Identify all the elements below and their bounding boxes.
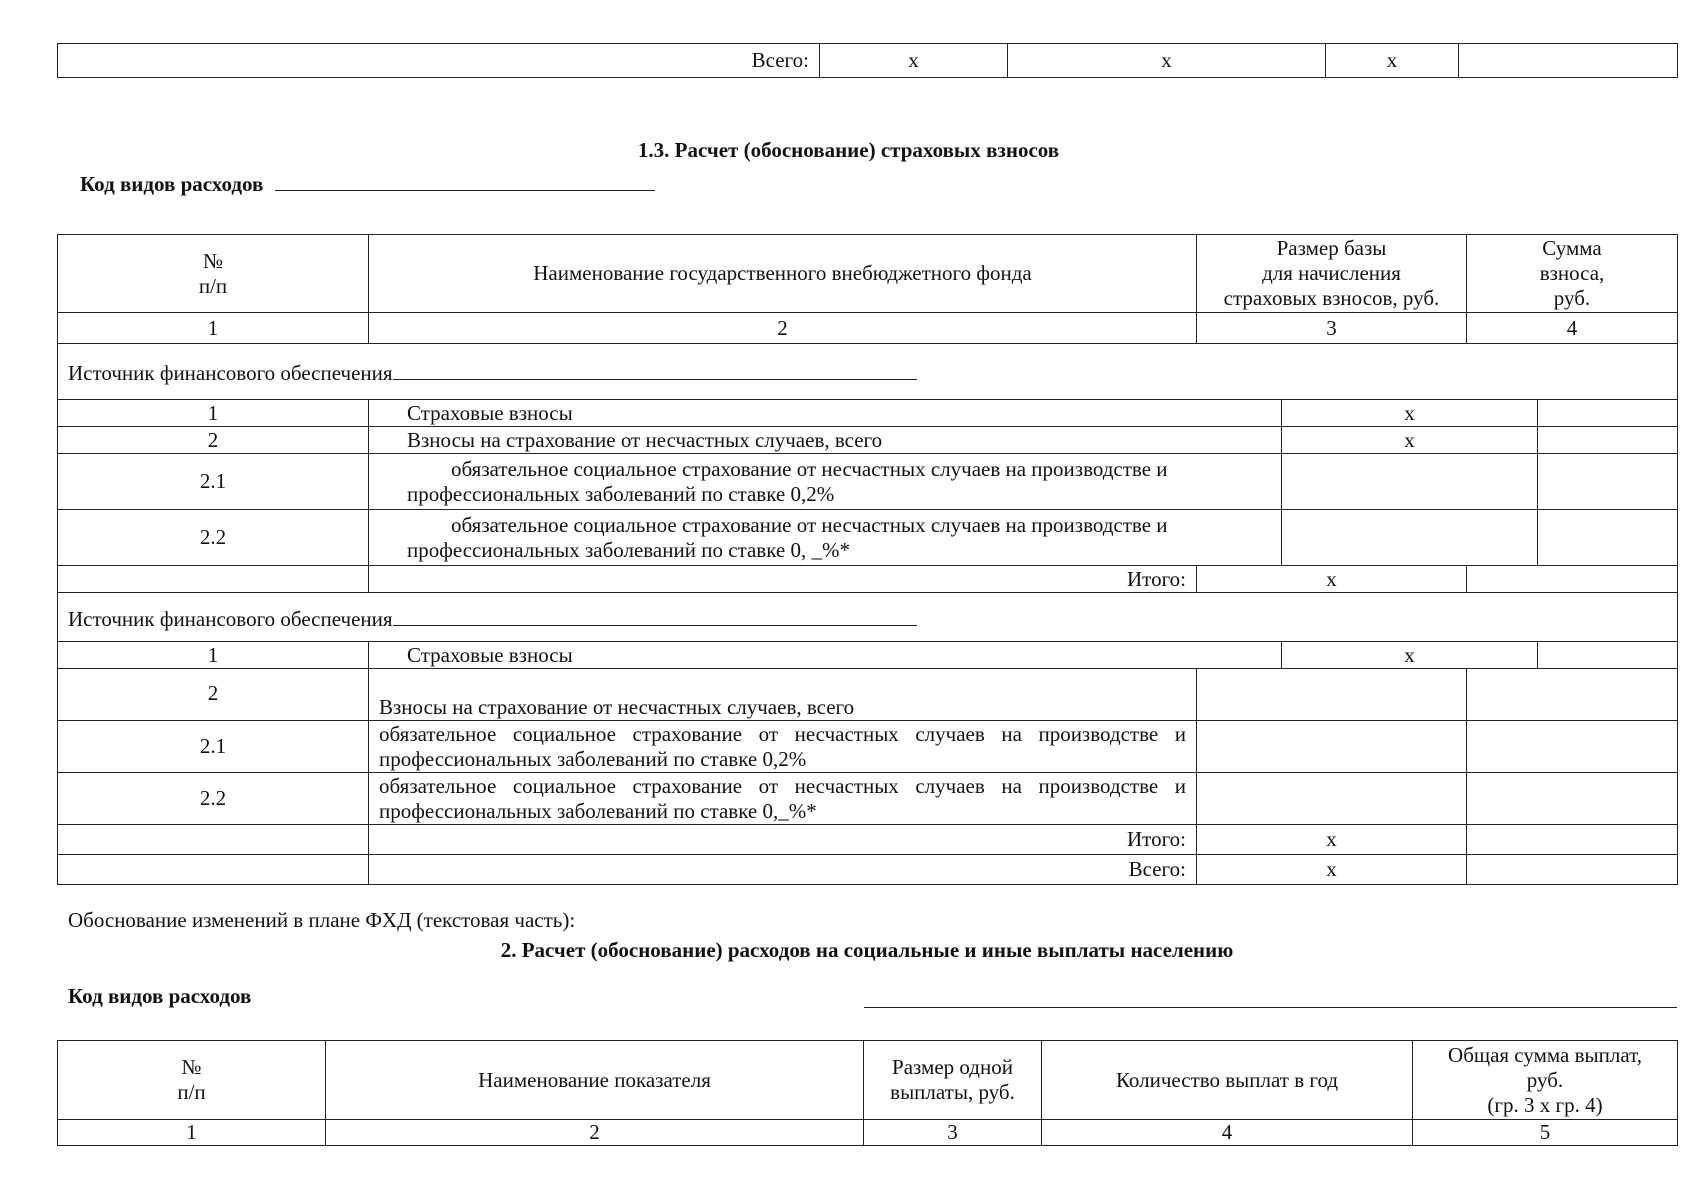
source-underline[interactable]	[393, 603, 917, 626]
row-num: 1	[58, 400, 369, 427]
header-num: № п/п	[58, 235, 369, 313]
row-base: x	[1282, 427, 1538, 454]
section-2-title: 2. Расчет (обоснование) расходов на социальные и иные выплаты населению	[500, 938, 1234, 962]
insurance-header-table	[57, 234, 1678, 400]
top-total-label: Всего:	[58, 44, 820, 78]
col-number: 1	[58, 313, 369, 344]
top-x-cell: x	[1008, 44, 1326, 78]
source-row	[58, 344, 1678, 400]
pay-header-size: Размер одной выплаты, руб.	[864, 1041, 1042, 1120]
row-sum	[1467, 721, 1678, 773]
insurance-block2-table	[57, 668, 1678, 885]
empty-cell	[58, 855, 369, 885]
row-num: 2.1	[58, 721, 369, 773]
pay-header-name: Наименование показателя	[326, 1041, 864, 1120]
subtotal-base: x	[1197, 566, 1467, 593]
row-base	[1197, 773, 1467, 825]
row-num: 2	[58, 427, 369, 454]
row-name: Взносы на страхование от несчастных случаев, всего	[369, 427, 1282, 454]
row-sum	[1467, 669, 1678, 721]
pay-header-count: Количество выплат в год	[1042, 1041, 1413, 1120]
pay-col-number: 5	[1413, 1120, 1678, 1146]
row-base: x	[1282, 400, 1538, 427]
col-number: 3	[1197, 313, 1467, 344]
row-base	[1197, 669, 1467, 721]
top-x-cell: x	[820, 44, 1008, 78]
subtotal-base: x	[1197, 825, 1467, 855]
pay-col-number: 3	[864, 1120, 1042, 1146]
row-num: 2.1	[58, 454, 369, 510]
header-fund-name: Наименование государственного внебюджетного фонда	[369, 235, 1197, 313]
total-base: x	[1197, 855, 1467, 885]
top-total-table	[57, 43, 1678, 78]
row-sum	[1538, 400, 1678, 427]
row-sum	[1538, 427, 1678, 454]
section-2-code-underline[interactable]	[864, 1007, 1677, 1008]
row-name: Страховые взносы	[369, 642, 1282, 669]
source-underline[interactable]	[393, 357, 917, 380]
row-sum	[1538, 510, 1678, 566]
row-sum	[1538, 642, 1678, 669]
code-underline[interactable]	[275, 168, 655, 191]
insurance-block1-table	[57, 399, 1678, 566]
empty-cell	[58, 825, 369, 855]
row-num: 2.2	[58, 510, 369, 566]
payments-table	[57, 1040, 1678, 1146]
total-label: Всего:	[369, 855, 1197, 885]
row-name: обязательное социальное страхование от несчастных случаев на производстве и профессиональных заболеваний по ставке 0,_%*	[369, 773, 1197, 825]
section-13-title: 1.3. Расчет (обоснование) страховых взносов	[637, 138, 1060, 162]
subtotal-sum	[1467, 566, 1678, 593]
subtotal-label: Итого:	[369, 566, 1197, 593]
row-name: обязательное социальное страхование от несчастных случаев на производстве и профессиональных заболеваний по ставке 0,2%	[369, 454, 1282, 510]
row-base: x	[1282, 642, 1538, 669]
pay-col-number: 1	[58, 1120, 326, 1146]
pay-header-total: Общая сумма выплат, руб. (гр. 3 x гр. 4)	[1413, 1041, 1678, 1120]
top-x-cell: x	[1326, 44, 1459, 78]
row-num: 1	[58, 642, 369, 669]
row-base	[1282, 510, 1538, 566]
empty-cell	[58, 566, 369, 593]
subtotal-label: Итого:	[369, 825, 1197, 855]
total-sum	[1467, 855, 1678, 885]
pay-col-number: 2	[326, 1120, 864, 1146]
section-2-code-label: Код видов расходов	[68, 984, 252, 1008]
row-name: Страховые взносы	[369, 400, 1282, 427]
code-label: Код видов расходов	[80, 172, 264, 196]
row-name: обязательное социальное страхование от несчастных случаев на производстве и профессиональных заболеваний по ставке 0,2%	[369, 721, 1197, 773]
row-num: 2.2	[58, 773, 369, 825]
source-label: Источник финансового обеспечения	[68, 606, 393, 631]
insurance-block2-first-table	[57, 641, 1678, 669]
row-num: 2	[58, 669, 369, 721]
source-label: Источник финансового обеспечения	[68, 361, 393, 385]
row-base	[1197, 721, 1467, 773]
col-number: 2	[369, 313, 1197, 344]
source-row	[58, 593, 1678, 642]
row-name: обязательное социальное страхование от несчастных случаев на производстве и профессиональных заболеваний по ставке 0, _%*	[369, 510, 1282, 566]
row-sum	[1538, 454, 1678, 510]
row-name: Взносы на страхование от несчастных случаев, всего	[369, 669, 1197, 721]
pay-header-num: № п/п	[58, 1041, 326, 1120]
section-13-code	[80, 168, 655, 197]
insurance-block1-total-table	[57, 565, 1678, 642]
row-sum	[1467, 773, 1678, 825]
col-number: 4	[1467, 313, 1678, 344]
subtotal-sum	[1467, 825, 1678, 855]
pay-col-number: 4	[1042, 1120, 1413, 1146]
justification-label: Обоснование изменений в плане ФХД (текстовая часть):	[68, 908, 576, 932]
header-base: Размер базы для начисления страховых взносов, руб.	[1197, 235, 1467, 313]
top-empty-cell	[1459, 44, 1678, 78]
row-base	[1282, 454, 1538, 510]
header-sum: Сумма взноса, руб.	[1467, 235, 1678, 313]
